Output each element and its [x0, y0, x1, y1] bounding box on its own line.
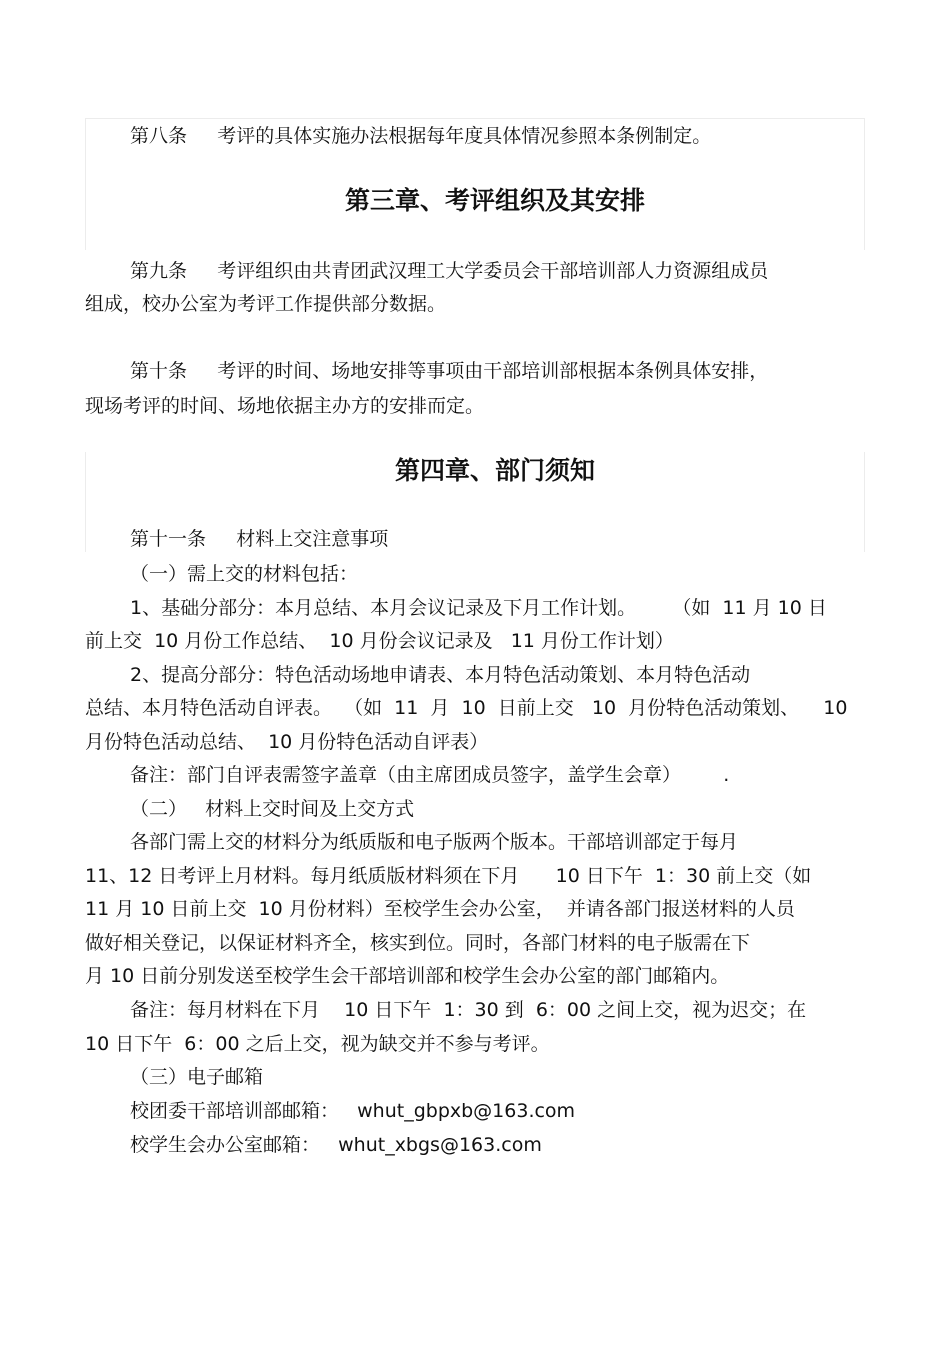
paragraph-line-3: 11 月 10 日前上交 10 月份材料）至校学生会办公室， 并请各部门报送材料的人员	[85, 898, 795, 920]
section-2-heading: （二） 材料上交时间及上交方式	[130, 798, 415, 820]
note-2-line-2: 10 日下午 6：00 之后上交，视为缺交并不参与考评。	[85, 1033, 550, 1055]
article-8: 第八条 考评的具体实施办法根据每年度具体情况参照本条例制定。	[130, 125, 712, 147]
section-1-heading: （一）需上交的材料包括：	[130, 563, 359, 585]
item-2-line-2: 总结、本月特色活动自评表。 （如 11 月 10 日前上交 10 月份特色活动策划、 10	[85, 697, 848, 719]
paragraph-line-2: 11、12 日考评上月材料。每月纸质版材料须在下月 10 日下午 1：30 前上交（如	[85, 865, 812, 887]
item-2-line-3: 月份特色活动总结、 10 月份特色活动自评表）	[85, 731, 489, 753]
article-11-title: 第十一条 材料上交注意事项	[130, 528, 389, 550]
paragraph-line-1: 各部门需上交的材料分为纸质版和电子版两个版本。干部培训部定于每月	[130, 831, 739, 853]
article-10-line-1: 第十条 考评的时间、场地安排等事项由干部培训部根据本条例具体安排，	[130, 360, 769, 382]
note-2-line-1: 备注：每月材料在下月 10 日下午 1：30 到 6：00 之间上交，视为迟交；在	[130, 999, 807, 1021]
article-10-line-2: 现场考评的时间、场地依据主办方的安排而定。	[85, 395, 485, 417]
section-3-heading: （三）电子邮箱	[130, 1066, 264, 1088]
paragraph-line-4: 做好相关登记，以保证材料齐全，核实到位。同时，各部门材料的电子版需在下	[85, 932, 751, 954]
item-2-line-1: 2、提高分部分：特色活动场地申请表、本月特色活动策划、本月特色活动	[130, 664, 751, 686]
item-1-line-1: 1、基础分部分：本月总结、本月会议记录及下月工作计划。 （如 11 月 10 日	[130, 597, 827, 619]
email-line-2: 校学生会办公室邮箱： whut_xbgs@163.com	[130, 1134, 542, 1156]
article-9-line-1: 第九条 考评组织由共青团武汉理工大学委员会干部培训部人力资源组成员	[130, 260, 769, 282]
note-1: 备注：部门自评表需签字盖章（由主席团成员签字，盖学生会章） .	[130, 764, 730, 786]
paragraph-line-5: 月 10 日前分别发送至校学生会干部培训部和校学生会办公室的部门邮箱内。	[85, 965, 730, 987]
email-line-1: 校团委干部培训部邮箱： whut_gbpxb@163.com	[130, 1100, 576, 1122]
article-9-line-2: 组成，校办公室为考评工作提供部分数据。	[85, 293, 447, 315]
chapter-4-title: 第四章、部门须知	[394, 456, 595, 485]
chapter-3-title: 第三章、考评组织及其安排	[344, 186, 645, 215]
item-1-line-2: 前上交 10 月份工作总结、 10 月份会议记录及 11 月份工作计划）	[85, 630, 674, 652]
